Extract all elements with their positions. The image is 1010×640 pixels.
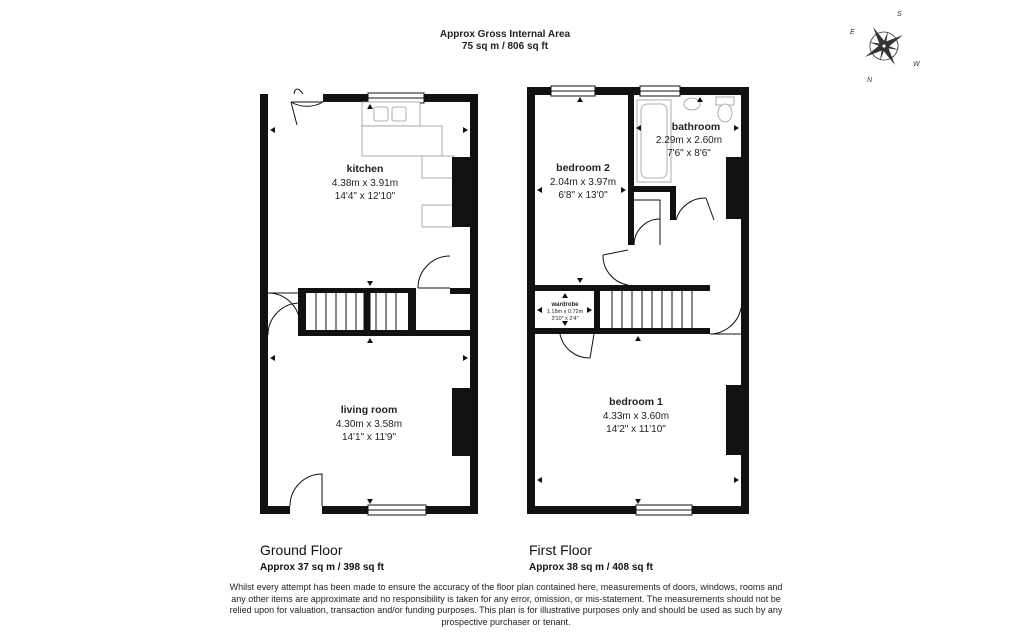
compass-e-label: E — [850, 29, 855, 36]
wardrobe-name: wardrobe — [551, 302, 579, 308]
kitchen-imperial: 14'4" x 12'10" — [334, 191, 396, 202]
ground-floor-title: Ground Floor — [260, 542, 343, 558]
compass-w-label: W — [913, 61, 920, 68]
bathroom-door-swing — [676, 198, 706, 220]
first-left-wall — [527, 87, 535, 513]
ground-left-wall — [260, 94, 268, 513]
bathroom-imperial: 7'6" x 8'6" — [667, 148, 711, 159]
stair-door-swing-left — [268, 293, 300, 325]
bathroom-metric: 2.29m x 2.60m — [655, 135, 723, 146]
first-floor-area: Approx 38 sq m / 408 sq ft — [529, 562, 653, 573]
kitchen-name: kitchen — [346, 163, 384, 175]
gross-area-title: Approx Gross Internal Area — [439, 29, 571, 40]
bedroom1-imperial: 14'2" x 11'10" — [606, 424, 666, 435]
bedroom2-door-swing — [603, 255, 628, 285]
front-door-swing — [290, 474, 322, 506]
first-floor-title: First Floor — [529, 542, 592, 558]
compass-rose-icon — [854, 16, 914, 76]
living-room-imperial: 14'1" x 11'9" — [341, 432, 397, 443]
ground-staircase — [316, 293, 396, 330]
bathroom-name: bathroom — [671, 121, 721, 133]
kitchen-metric: 4.38m x 3.91m — [331, 178, 399, 189]
bedroom2-name: bedroom 2 — [556, 162, 610, 174]
kitchen-chimney-breast — [452, 157, 470, 227]
first-staircase — [612, 291, 692, 328]
landing-door-swing — [710, 308, 741, 334]
bathroom-chimney — [726, 157, 741, 219]
bedroom1-chimney-breast — [726, 385, 741, 455]
ground-floor-area: Approx 37 sq m / 398 sq ft — [260, 562, 384, 573]
bedroom2-metric: 2.04m x 3.97m — [549, 177, 617, 188]
first-right-wall — [741, 87, 749, 513]
disclaimer-text: Whilst every attempt has been made to ensure the accuracy of the floor plan contained here, measurements of doors, windows, rooms and any other items are approximate and no responsibility is taken for any error, omission, or mis-statement. The measurements should not be relied upon for valuation, transaction and/or funding purposes. This plan is for illustrative purposes only and should be used as such by any prospective purchaser or tenant. — [229, 582, 783, 627]
living-room-chimney-breast — [452, 388, 470, 456]
compass-s-label: S — [897, 11, 902, 18]
kitchen-door-swing — [291, 102, 323, 106]
bedroom1-metric: 4.33m x 3.60m — [602, 411, 670, 422]
sink-icon — [374, 107, 388, 121]
ground-floor-plan — [260, 89, 478, 515]
stair-door-swing-right — [418, 256, 450, 288]
ground-right-wall — [470, 94, 478, 513]
first-floor-plan — [527, 86, 749, 515]
wardrobe-metric: 1.18m x 0.72m — [546, 309, 584, 315]
wardrobe-imperial: 3'10" x 2'4" — [551, 316, 579, 322]
bedroom1-name: bedroom 1 — [609, 396, 663, 408]
living-room-metric: 4.30m x 3.58m — [335, 419, 403, 430]
wardrobe-door-swing — [560, 334, 590, 358]
gross-area-value: 75 sq m / 806 sq ft — [461, 41, 549, 52]
living-room-name: living room — [340, 404, 398, 416]
toilet-icon — [718, 104, 732, 122]
basin-icon — [684, 98, 700, 110]
compass-n-label: N — [867, 77, 873, 84]
bedroom2-imperial: 6'8" x 13'0" — [558, 190, 608, 201]
